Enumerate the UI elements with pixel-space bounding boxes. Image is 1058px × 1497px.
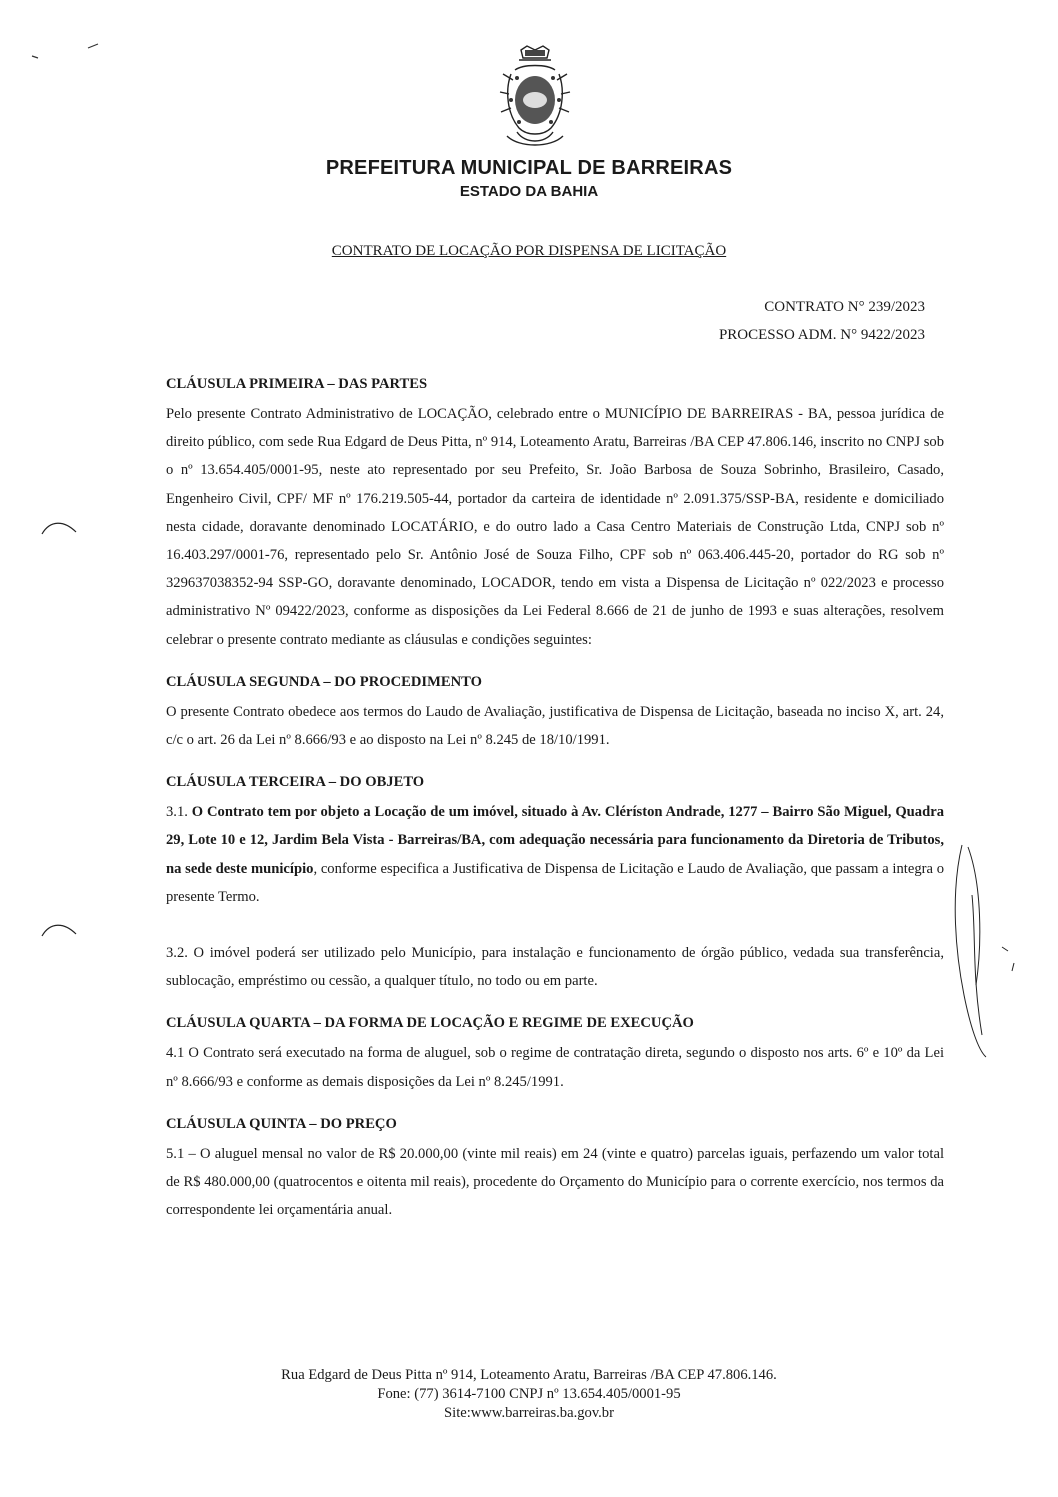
clause-heading: CLÁUSULA PRIMEIRA – DAS PARTES: [166, 376, 428, 392]
object-description-rest: , conforme especifica a Justificativa de Dispensa de Licitação e Laudo de Avaliação, que passam a integra o presente Termo.: [166, 860, 944, 905]
contract-number: CONTRATO N° 239/2023: [764, 299, 925, 315]
clause-heading: CLÁUSULA QUINTA – DO PREÇO: [166, 1115, 397, 1132]
clause-terceira: [166, 768, 944, 995]
footer-contact: Fone: (77) 3614-7100 CNPJ nº 13.654.405/0001-95: [377, 1386, 681, 1402]
clause-heading: CLÁUSULA SEGUNDA – DO PROCEDIMENTO: [166, 673, 482, 690]
signature-rubric-icon: [942, 835, 1022, 1065]
document-title: CONTRATO DE LOCAÇÃO POR DISPENSA DE LICITAÇÃO: [331, 243, 727, 259]
clause-heading: CLÁUSULA QUARTA – DA FORMA DE LOCAÇÃO E REGIME DE EXECUÇÃO: [166, 1015, 694, 1032]
paragraph-number: 3.1.: [166, 804, 192, 821]
issuer-subtitle: ESTADO DA BAHIA: [459, 183, 599, 200]
clause-text: 4.1 O Contrato será executado na forma de aluguel, sob o regime de contratação direta, segundo o disposto nos arts. 6º e 10º da Lei nº 8.666/93 e conforme as demais disposições da Lei nº 8.245/1991.: [166, 1045, 944, 1090]
clause-heading: CLÁUSULA TERCEIRA – DO OBJETO: [166, 774, 425, 791]
clause-text: 5.1 – O aluguel mensal no valor de R$ 20.000,00 (vinte mil reais) em 24 (vinte e quatro) parcelas iguais, perfazendo um valor total de R$ 480.000,00 (quatrocentos e oitenta mil reais), procedente do Orçamento do Município para o corrente exercício, nos termos da correspondente lei orçamentária anual.: [166, 1145, 944, 1219]
coat-of-arms-icon: [497, 44, 573, 152]
margin-mark-icon: [40, 920, 80, 942]
page-footer: [0, 1366, 1058, 1423]
issuer-title: PREFEITURA MUNICIPAL DE BARREIRAS: [325, 157, 733, 179]
clause-quarta: [166, 1009, 944, 1095]
process-number: PROCESSO ADM. N° 9422/2023: [718, 327, 925, 343]
margin-mark-icon: [40, 518, 80, 540]
clause-paragraph-3-1: [166, 798, 944, 911]
clause-paragraph-3-2: 3.2. O imóvel poderá ser utilizado pelo Município, para instalação e funcionamento de órgão público, vedada sua transferência, sublocação, empréstimo ou cessão, a qualquer título, no todo ou em parte.: [166, 945, 944, 990]
clause-segunda: [166, 668, 944, 754]
footer-site: Site:www.barreiras.ba.gov.br: [444, 1405, 614, 1421]
scan-speck-icon: [28, 40, 108, 64]
object-description: O Contrato tem por objeto a Locação de um imóvel, situado à Av. Cléríston Andrade, 1277 – Bairro São Miguel, Quadra 29, Lote 10 e 12, Jardim Bela Vista - Barreiras/BA, com adequação necessária para funcionamento da Diretoria de Tributos, na sede deste município: [166, 804, 944, 877]
clause-text: Pelo presente Contrato Administrativo de LOCAÇÃO, celebrado entre o MUNICÍPIO DE BARREIRAS - BA, pessoa jurídica de direito público, com sede Rua Edgard de Deus Pitta, nº 914, Loteamento Aratu, Barreiras /BA CEP 47.806.146, inscrito no CNPJ sob o nº 13.654.405/0001-95, neste ato representado por seu Prefeito, Sr. João Barbosa de Souza Sobrinho, Brasileiro, Casado, Engenheiro Civil, CPF/ MF nº 176.219.505-44, portador da carteira de identidade nº 2.091.375/SSP-BA, residente e domiciliado nesta cidade, doravante denominado LOCATÁRIO, e do outro lado a Casa Centro Materiais de Construção Ltda, CNPJ sob nº 16.403.297/0001-76, representado pelo Sr. Antônio José de Souza Filho, CPF sob nº 063.406.445-20, portador do RG sob nº 329637038352-94 SSP-GO, doravante denominado, LOCADOR, tendo em vista a Dispensa de Licitação nº 022/2023 e processo administrativo Nº 09422/2023, conforme as disposições da Lei Federal 8.666 de 21 de junho de 1993 e suas alterações, resolvem celebrar o presente contrato mediante as cláusulas e condições seguintes:: [166, 406, 944, 648]
footer-address: Rua Edgard de Deus Pitta nº 914, Loteamento Aratu, Barreiras /BA CEP 47.806.146.: [281, 1367, 777, 1383]
clause-primeira: [166, 370, 944, 654]
contract-body: [166, 370, 944, 1238]
clause-quinta: [166, 1110, 944, 1225]
clause-text: O presente Contrato obedece aos termos do Laudo de Avaliação, justificativa de Dispensa de Licitação, baseada no inciso X, art. 24, c/c o art. 26 da Lei nº 8.666/93 e ao disposto na Lei nº 8.245 de 18/10/1991.: [166, 703, 944, 749]
